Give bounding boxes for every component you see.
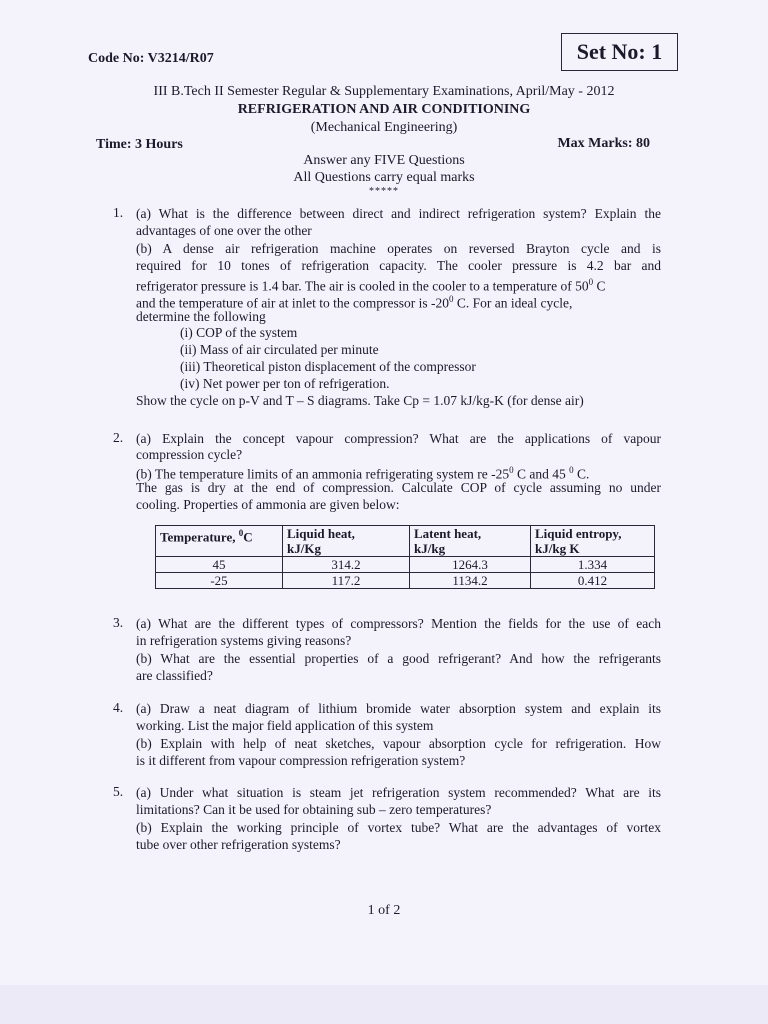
question-2b-line: The gas is dry at the end of compression. Calculate COP of cycle assuming no under — [136, 480, 661, 495]
question-2b-line: cooling. Properties of ammonia are given below: — [136, 497, 400, 512]
instruction-equal-marks: All Questions carry equal marks — [293, 170, 475, 185]
time-allowed: Time: 3 Hours — [96, 137, 183, 152]
question-number: 5. — [113, 784, 124, 799]
question-5b-line: tube over other refrigeration systems? — [136, 837, 341, 852]
question-3a-line: in refrigeration systems giving reasons? — [136, 633, 352, 648]
question-1b-line: (b) A dense air refrigeration machine operates on reversed Brayton cycle and is — [136, 241, 661, 256]
question-1b-line: required for 10 tones of refrigeration capacity. The cooler pressure is 4.2 bar and — [136, 258, 661, 273]
column-header: Liquid heat, kJ/Kg — [283, 526, 410, 557]
subject-title: REFRIGERATION AND AIR CONDITIONING — [237, 102, 531, 117]
question-4b-line: is it different from vapour compression refrigeration system? — [136, 753, 466, 768]
question-1a-line: (a) What is the difference between direct and indirect refrigeration system? Explain the — [136, 206, 661, 221]
table-row — [156, 557, 655, 573]
column-header: Liquid entropy, kJ/kg K — [531, 526, 655, 557]
table-cell: 1264.3 — [410, 557, 531, 573]
question-4a-line: (a) Draw a neat diagram of lithium bromide water absorption system and explain its — [136, 701, 661, 716]
table-cell: -25 — [156, 573, 283, 589]
table-cell: 1.334 — [531, 557, 655, 573]
page-number: 1 of 2 — [367, 903, 401, 918]
table-header-row — [156, 526, 655, 557]
ammonia-properties-table — [155, 525, 655, 589]
department: (Mechanical Engineering) — [310, 120, 458, 135]
list-item: (i) COP of the system — [180, 325, 298, 340]
question-3b-line: (b) What are the essential properties of a good refrigerant? And how the refrigerants — [136, 651, 661, 666]
table-cell: 45 — [156, 557, 283, 573]
set-number-box: Set No: 1 — [561, 33, 678, 71]
question-4a-line: working. List the major field application of this system — [136, 718, 434, 733]
table-row — [156, 573, 655, 589]
column-header: Latent heat, kJ/kg — [410, 526, 531, 557]
column-header: Temperature, $^0$C — [156, 526, 283, 557]
list-item: (iii) Theoretical piston displacement of the compressor — [180, 359, 476, 374]
instruction-answer-five: Answer any FIVE Questions — [303, 153, 465, 168]
list-item: (ii) Mass of air circulated per minute — [180, 342, 379, 357]
exam-title: III B.Tech II Semester Regular & Supplementary Examinations, April/May - 2012 — [153, 84, 615, 99]
max-marks: Max Marks: 80 — [557, 136, 650, 151]
question-1b-line: determine the following — [136, 309, 266, 324]
question-number: 1. — [113, 205, 124, 220]
question-5a-line: limitations? Can it be used for obtaining sub – zero temperatures? — [136, 802, 492, 817]
question-number: 4. — [113, 700, 124, 715]
question-1b-line: Show the cycle on p-V and T – S diagrams. Take Cp = 1.07 kJ/kg-K (for dense air) — [136, 393, 584, 408]
question-number: 3. — [113, 615, 124, 630]
question-1a-line: advantages of one over the other — [136, 223, 312, 238]
question-1b-line: refrigerator pressure is 1.4 bar. The air is cooled in the cooler to a temperature of $50^0$ C — [136, 277, 606, 294]
question-2b-line: (b) The temperature limits of an ammonia refrigerating system re $-25^0$ C and 45 $^0$ C. — [136, 465, 590, 482]
question-5a-line: (a) Under what situation is steam jet refrigeration system recommended? What are its — [136, 785, 661, 800]
question-2a-line: (a) Explain the concept vapour compression? What are the applications of vapour — [136, 431, 661, 446]
table-cell: 0.412 — [531, 573, 655, 589]
table-cell: 1134.2 — [410, 573, 531, 589]
table-cell: 117.2 — [283, 573, 410, 589]
separator-stars: ***** — [369, 186, 399, 197]
table-cell: 314.2 — [283, 557, 410, 573]
scan-edge — [0, 985, 768, 1024]
question-number: 2. — [113, 430, 124, 445]
question-4b-line: (b) Explain with help of neat sketches, vapour absorption cycle for refrigeration. How — [136, 736, 661, 751]
question-1b-line: and the temperature of air at inlet to the compressor is $-20^0$ C. For an ideal cycle, — [136, 294, 573, 311]
code-number: Code No: V3214/R07 — [88, 51, 214, 66]
list-item: (iv) Net power per ton of refrigeration. — [180, 376, 390, 391]
question-5b-line: (b) Explain the working principle of vortex tube? What are the advantages of vortex — [136, 820, 661, 835]
question-2a-line: compression cycle? — [136, 447, 243, 462]
question-3b-line: are classified? — [136, 668, 213, 683]
question-3a-line: (a) What are the different types of compressors? Mention the fields for the use of each — [136, 616, 661, 631]
